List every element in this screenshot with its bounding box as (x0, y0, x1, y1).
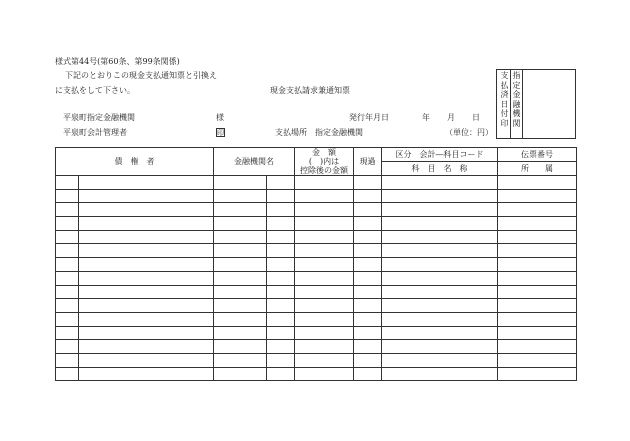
table-cell[interactable] (56, 189, 79, 203)
table-cell[interactable] (498, 353, 577, 367)
table-cell[interactable] (295, 312, 354, 326)
document-title: 現金支払請求兼通知票 (270, 86, 350, 95)
table-cell[interactable] (354, 299, 382, 313)
instruction-line-1: 下記のとおりこの現金支払通知票と引換え (65, 71, 217, 80)
table-cell[interactable] (382, 176, 498, 190)
table-cell[interactable] (295, 353, 354, 367)
table-cell[interactable] (382, 340, 498, 354)
table-cell[interactable] (498, 189, 577, 203)
table-cell[interactable] (382, 367, 498, 381)
table-cell[interactable] (214, 271, 267, 285)
table-cell[interactable] (382, 285, 498, 299)
table-cell[interactable] (56, 312, 79, 326)
table-cell[interactable] (214, 258, 267, 272)
table-cell[interactable] (56, 340, 79, 354)
table-row (56, 203, 577, 217)
table-cell[interactable] (79, 189, 214, 203)
table-row (56, 176, 577, 190)
instruction-line-2: に支払をして下さい。 (55, 86, 135, 95)
table-cell[interactable] (498, 299, 577, 313)
table-cell[interactable] (79, 230, 214, 244)
table-cell[interactable] (214, 326, 267, 340)
stamp-box-divider (510, 69, 511, 139)
table-cell[interactable] (214, 203, 267, 217)
table-cell[interactable] (354, 203, 382, 217)
table-cell[interactable] (354, 353, 382, 367)
table-cell[interactable] (214, 285, 267, 299)
table-cell[interactable] (382, 203, 498, 217)
table-cell[interactable] (382, 244, 498, 258)
header-amount (295, 148, 354, 176)
header-subject-name: 科 目 名 称 (382, 162, 498, 176)
table-cell[interactable] (498, 271, 577, 285)
table-cell[interactable] (56, 176, 79, 190)
seal-mark: 印 (217, 129, 224, 137)
table-cell[interactable] (382, 326, 498, 340)
table-cell[interactable] (382, 217, 498, 231)
table-cell[interactable] (295, 299, 354, 313)
table-cell[interactable] (56, 326, 79, 340)
table-cell[interactable] (267, 258, 295, 272)
table-cell[interactable] (498, 244, 577, 258)
issue-month: 月 (447, 113, 455, 122)
table-cell[interactable] (214, 367, 267, 381)
table-cell[interactable] (382, 312, 498, 326)
issue-date-label: 発行年月日 (349, 113, 389, 122)
table-cell[interactable] (498, 176, 577, 190)
table-cell[interactable] (267, 312, 295, 326)
table-cell[interactable] (354, 258, 382, 272)
table-cell[interactable] (382, 189, 498, 203)
table-cell[interactable] (354, 367, 382, 381)
table-row (56, 312, 577, 326)
stamp-col-paid-date: 支払済日付印 (500, 71, 509, 128)
table-cell[interactable] (498, 285, 577, 299)
header-creditor: 債 権 者 (56, 148, 214, 176)
table-row (56, 367, 577, 381)
table-cell[interactable] (498, 312, 577, 326)
table-cell[interactable] (382, 230, 498, 244)
table-cell[interactable] (354, 312, 382, 326)
header-amount-line2: ( )内は (308, 157, 340, 166)
table-cell[interactable] (79, 176, 214, 190)
table-cell[interactable] (267, 230, 295, 244)
table-cell[interactable] (354, 189, 382, 203)
table-cell[interactable] (295, 230, 354, 244)
table-cell[interactable] (214, 244, 267, 258)
table-cell[interactable] (295, 367, 354, 381)
table-cell[interactable] (56, 367, 79, 381)
unit-label: （単位：円） (445, 128, 493, 137)
table-cell[interactable] (214, 217, 267, 231)
table-cell[interactable] (354, 271, 382, 285)
table-cell[interactable] (56, 230, 79, 244)
manager-label: 平泉町会計管理者 (63, 128, 127, 137)
table-cell[interactable] (498, 340, 577, 354)
table-cell[interactable] (79, 299, 214, 313)
table-cell[interactable] (267, 340, 295, 354)
form-number: 様式第44号(第60条、第99条関係) (55, 57, 180, 66)
table-row (56, 230, 577, 244)
table-cell[interactable] (295, 244, 354, 258)
stamp-col-bank: 指定金融機関 (512, 71, 521, 128)
table-cell[interactable] (56, 353, 79, 367)
table-cell[interactable] (79, 217, 214, 231)
table-cell[interactable] (295, 326, 354, 340)
table-cell[interactable] (79, 271, 214, 285)
table-row (56, 217, 577, 231)
table-cell[interactable] (214, 189, 267, 203)
table-cell[interactable] (79, 326, 214, 340)
table-cell[interactable] (295, 176, 354, 190)
table-cell[interactable] (354, 285, 382, 299)
header-class-code: 区分 会計―科目コード (382, 148, 498, 162)
table-cell[interactable] (214, 312, 267, 326)
table-cell[interactable] (354, 340, 382, 354)
table-cell[interactable] (382, 258, 498, 272)
table-row (56, 340, 577, 354)
bank-label: 平泉町指定金融機関 (63, 113, 135, 122)
table-cell[interactable] (79, 203, 214, 217)
table-row (56, 285, 577, 299)
table-cell[interactable] (56, 271, 79, 285)
table-row (56, 271, 577, 285)
table-cell[interactable] (214, 340, 267, 354)
header-bank-name: 金融機関名 (214, 148, 295, 176)
table-cell[interactable] (79, 258, 214, 272)
table-cell[interactable] (214, 176, 267, 190)
issue-day: 日 (472, 113, 480, 122)
table-cell[interactable] (498, 203, 577, 217)
table-cell[interactable] (79, 312, 214, 326)
table-cell[interactable] (56, 244, 79, 258)
table-cell[interactable] (267, 326, 295, 340)
table-cell[interactable] (267, 299, 295, 313)
table-row (56, 299, 577, 313)
payment-place: 支払場所 指定金融機関 (275, 128, 363, 137)
header-belong: 所 属 (498, 162, 577, 176)
table-cell[interactable] (214, 353, 267, 367)
table-cell[interactable] (214, 230, 267, 244)
table-cell[interactable] (267, 271, 295, 285)
table-cell[interactable] (214, 299, 267, 313)
table-cell[interactable] (267, 203, 295, 217)
table-cell[interactable] (56, 217, 79, 231)
header-voucher-no: 伝票番号 (498, 148, 577, 162)
table-row (56, 353, 577, 367)
table-cell[interactable] (295, 340, 354, 354)
table-cell[interactable] (56, 299, 79, 313)
table-cell[interactable] (498, 217, 577, 231)
header-amount-line3: 控除後の金額 (300, 166, 348, 175)
table-cell[interactable] (295, 258, 354, 272)
bank-honorific: 様 (216, 113, 224, 122)
table-cell[interactable] (498, 258, 577, 272)
table-cell[interactable] (354, 326, 382, 340)
issue-year: 年 (422, 113, 430, 122)
payment-table (55, 147, 577, 381)
table-row (56, 258, 577, 272)
stamp-box-divider-2 (522, 69, 523, 139)
table-cell[interactable] (56, 203, 79, 217)
header-amount-line1: 金 額 (312, 148, 336, 157)
table-cell[interactable] (382, 299, 498, 313)
table-cell[interactable] (79, 244, 214, 258)
table-cell[interactable] (267, 285, 295, 299)
table-cell[interactable] (267, 353, 295, 367)
table-cell[interactable] (382, 271, 498, 285)
table-cell[interactable] (354, 230, 382, 244)
table-cell[interactable] (267, 176, 295, 190)
table-cell[interactable] (498, 367, 577, 381)
table-cell[interactable] (295, 271, 354, 285)
table-cell[interactable] (56, 258, 79, 272)
header-excess: 現過 (354, 148, 382, 176)
table-row (56, 189, 577, 203)
table-cell[interactable] (498, 326, 577, 340)
table-cell[interactable] (382, 353, 498, 367)
table-cell[interactable] (79, 367, 214, 381)
table-cell[interactable] (295, 189, 354, 203)
table-cell[interactable] (354, 217, 382, 231)
table-cell[interactable] (354, 244, 382, 258)
table-cell[interactable] (267, 367, 295, 381)
table-row (56, 244, 577, 258)
table-cell[interactable] (354, 176, 382, 190)
table-cell[interactable] (295, 285, 354, 299)
table-cell[interactable] (295, 203, 354, 217)
table-cell[interactable] (498, 230, 577, 244)
table-cell[interactable] (267, 244, 295, 258)
table-cell[interactable] (267, 217, 295, 231)
table-cell[interactable] (56, 285, 79, 299)
table-cell[interactable] (267, 189, 295, 203)
table-row (56, 326, 577, 340)
table-cell[interactable] (295, 217, 354, 231)
table-cell[interactable] (79, 340, 214, 354)
table-cell[interactable] (79, 353, 214, 367)
table-cell[interactable] (79, 285, 214, 299)
